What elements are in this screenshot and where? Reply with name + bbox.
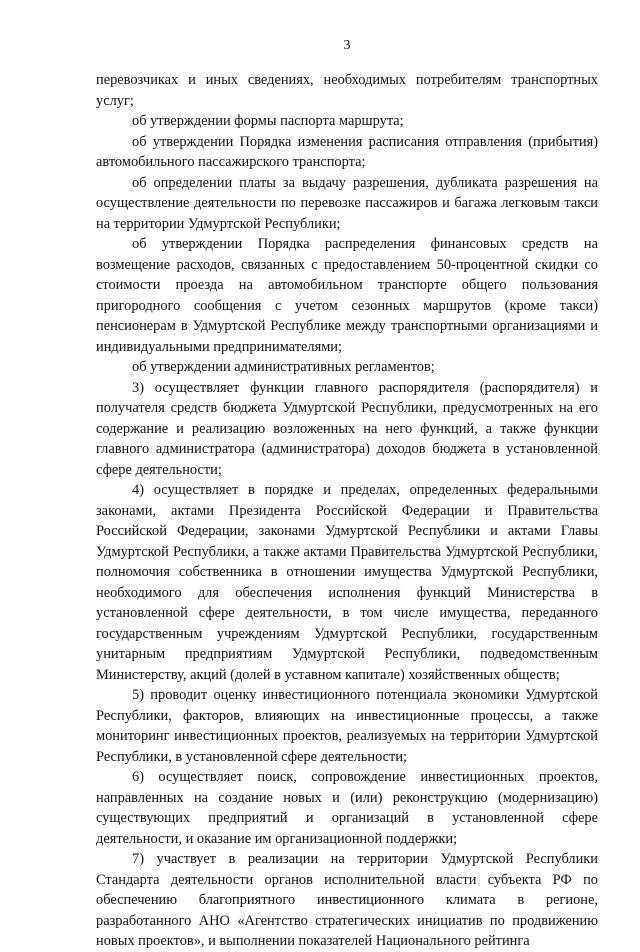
document-body [96,70,598,952]
paragraph: 5) проводит оценку инвестиционного потенциала экономики Удмуртской Республики, факторов, влияющих на инвестиционные процессы, а также мониторинг инвестиционных проектов, реализуемых на территории Удмуртской Республики, в установленной сфере деятельности; [96,687,598,765]
page-number: 3 [343,38,351,53]
paragraph: об определении платы за выдачу разрешения, дубликата разрешения на осуществление деятельности по перевозке пассажиров и багажа легковым такси на территории Удмуртской Республики; [96,174,598,232]
paragraph: 4) осуществляет в порядке и пределах, определенных федеральными законами, актами Президента Российской Федерации и Правительства Российской Федерации, законами Удмуртской Республики и актами Главы Удмуртской Республики, а также актами Правительства Удмуртской Республики, полномочия собственника в отношении имущества Удмуртской Республики, необходимого для обеспечения исполнения функций Министерства в установленной сфере деятельности, в том числе имущества, переданного государственным учреждениям Удмуртской Республики, государственным унитарным предприятиям Удмуртской Республики, подведомственным Министерству, акций (долей в уставном капитале) хозяйственных обществ; [96,482,598,683]
paragraph: 7) участвует в реализации на территории Удмуртской Республики Стандарта деятельности органов исполнительной власти субъекта РФ по обеспечению благоприятного инвестиционного климата в регионе, разработанного АНО «Агентство стратегических инициатив по продвижению новых проектов», и выполнении показателей Национального рейтинга [96,851,598,949]
paragraph: об утверждении административных регламентов; [132,359,435,375]
paragraph: об утверждении Порядка распределения финансовых средств на возмещение расходов, связанных с предоставлением 50-процентной скидки со стоимости проезда на автомобильном транспорте общего пользования пригородного сообщения с учетом сезонных маршрутов (кроме такси) пенсионерам в Удмуртской Республике между транспортными организациями и индивидуальными предпринимателями; [96,236,598,355]
paragraph: 3) осуществляет функции главного распорядителя (распорядителя) и получателя средств бюджета Удмуртской Республики, предусмотренных на его содержание и реализацию возложенных на него функций, а также функции главного администратора (администратора) доходов бюджета в установленной сфере деятельности; [96,379,598,478]
paragraph: об утверждении формы паспорта маршрута; [132,113,404,129]
paragraph: перевозчиках и иных сведениях, необходимых потребителям транспортных услуг; [96,72,598,109]
paragraph: 6) осуществляет поиск, сопровождение инвестиционных проектов, направленных на создание новых и (или) реконструкцию (модернизацию) существующих предприятий и организаций в установленной сфере деятельности, и оказание им организационной поддержки; [96,769,598,847]
paragraph: об утверждении Порядка изменения расписания отправления (прибытия) автомобильного пассажирского транспорта; [96,133,598,170]
